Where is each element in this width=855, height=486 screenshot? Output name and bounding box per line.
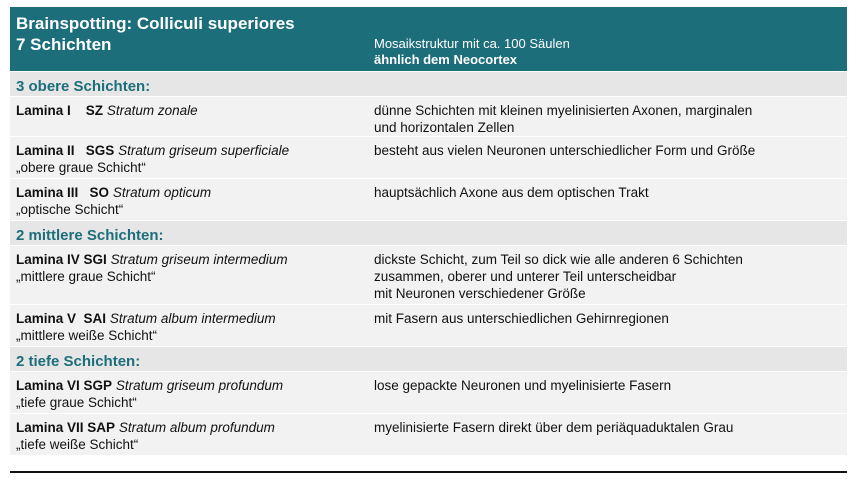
german-name: „optische Schicht“ <box>16 202 124 217</box>
subtitle-line-2: ähnlich dem Neocortex <box>374 52 518 67</box>
german-name: „obere graue Schicht“ <box>16 160 146 175</box>
section-label: 2 mittlere Schichten: <box>16 227 164 244</box>
table-row-lamina-7 <box>10 413 847 455</box>
layer-description-cell <box>374 142 840 159</box>
layer-description-cell <box>374 377 840 394</box>
lamina-label: Lamina V <box>16 311 77 326</box>
layer-abbreviation: SAP <box>87 420 116 435</box>
german-name: „mittlere graue Schicht“ <box>16 269 156 284</box>
section-row-upper <box>10 71 847 96</box>
layer-name-cell <box>16 102 366 119</box>
description-line: zusammen, oberer und unterer Teil unterscheidbar <box>374 269 677 284</box>
german-name: „mittlere weiße Schicht“ <box>16 328 158 343</box>
lamina-label: Lamina VI <box>16 378 80 393</box>
description-line: lose gepackte Neuronen und myelinisierte Fasern <box>374 378 672 393</box>
latin-name: Stratum album intermedium <box>109 311 276 326</box>
description-line: besteht aus vielen Neuronen unterschiedlicher Form und Größe <box>374 143 756 158</box>
description-line: dickste Schicht, zum Teil so dick wie alle anderen 6 Schichten <box>374 252 743 267</box>
section-label: 2 tiefe Schichten: <box>16 353 141 370</box>
german-name: „tiefe graue Schicht“ <box>16 395 137 410</box>
bottom-divider <box>10 471 847 473</box>
section-row-deep <box>10 346 847 371</box>
layer-name-cell <box>16 184 366 218</box>
layer-description-cell <box>374 251 840 302</box>
layer-abbreviation: SAI <box>83 311 107 326</box>
layer-abbreviation: SGS <box>85 143 115 158</box>
latin-name: Stratum opticum <box>112 185 212 200</box>
description-line: myelinisierte Fasern direkt über dem periäquaduktalen Grau <box>374 420 734 435</box>
section-row-middle <box>10 220 847 245</box>
description-line: mit Fasern aus unterschiedlichen Gehirnregionen <box>374 311 669 326</box>
latin-name: Stratum griseum profundum <box>115 378 284 393</box>
layer-description-cell <box>374 184 840 201</box>
latin-name: Stratum griseum intermedium <box>110 252 288 267</box>
description-line: und horizontalen Zellen <box>374 120 515 135</box>
layer-abbreviation: SGI <box>83 252 107 267</box>
layer-abbreviation: SZ <box>85 103 104 118</box>
description-line: mit Neuronen verschiedener Größe <box>374 286 586 301</box>
section-label: 3 obere Schichten: <box>16 78 151 95</box>
german-name: „tiefe weiße Schicht“ <box>16 437 139 452</box>
layer-name-cell <box>16 377 366 411</box>
table-row-lamina-1 <box>10 96 847 136</box>
layer-name-cell <box>16 142 366 176</box>
latin-name: Stratum zonale <box>106 103 198 118</box>
lamina-label: Lamina IV <box>16 252 80 267</box>
description-line: dünne Schichten mit kleinen myelinisierten Axonen, marginalen <box>374 103 753 118</box>
slide-subtitle <box>374 36 570 68</box>
layer-abbreviation: SO <box>89 185 110 200</box>
title-line-2: 7 Schichten <box>16 35 112 54</box>
lamina-label: Lamina II <box>16 143 75 158</box>
latin-name: Stratum griseum superficiale <box>118 143 290 158</box>
slide-title <box>16 13 295 55</box>
layer-abbreviation: SGP <box>83 378 113 393</box>
layer-description-cell <box>374 310 840 327</box>
table-row-lamina-3 <box>10 178 847 220</box>
description-line: hauptsächlich Axone aus dem optischen Trakt <box>374 185 649 200</box>
lamina-label: Lamina VII <box>16 420 84 435</box>
table-row-lamina-2 <box>10 136 847 178</box>
table-row-lamina-4 <box>10 245 847 304</box>
latin-name: Stratum album profundum <box>118 420 275 435</box>
title-line-1: Brainspotting: Colliculi superiores <box>16 14 295 33</box>
table-row-lamina-5 <box>10 304 847 346</box>
slide-header <box>10 7 847 71</box>
layers-table <box>10 71 847 455</box>
layer-name-cell <box>16 419 366 453</box>
subtitle-line-1: Mosaikstruktur mit ca. 100 Säulen <box>374 36 570 51</box>
layer-name-cell <box>16 310 366 344</box>
layer-name-cell <box>16 251 366 285</box>
table-row-lamina-6 <box>10 371 847 413</box>
layer-description-cell <box>374 102 840 136</box>
layer-description-cell <box>374 419 840 436</box>
lamina-label: Lamina I <box>16 103 71 118</box>
lamina-label: Lamina III <box>16 185 79 200</box>
